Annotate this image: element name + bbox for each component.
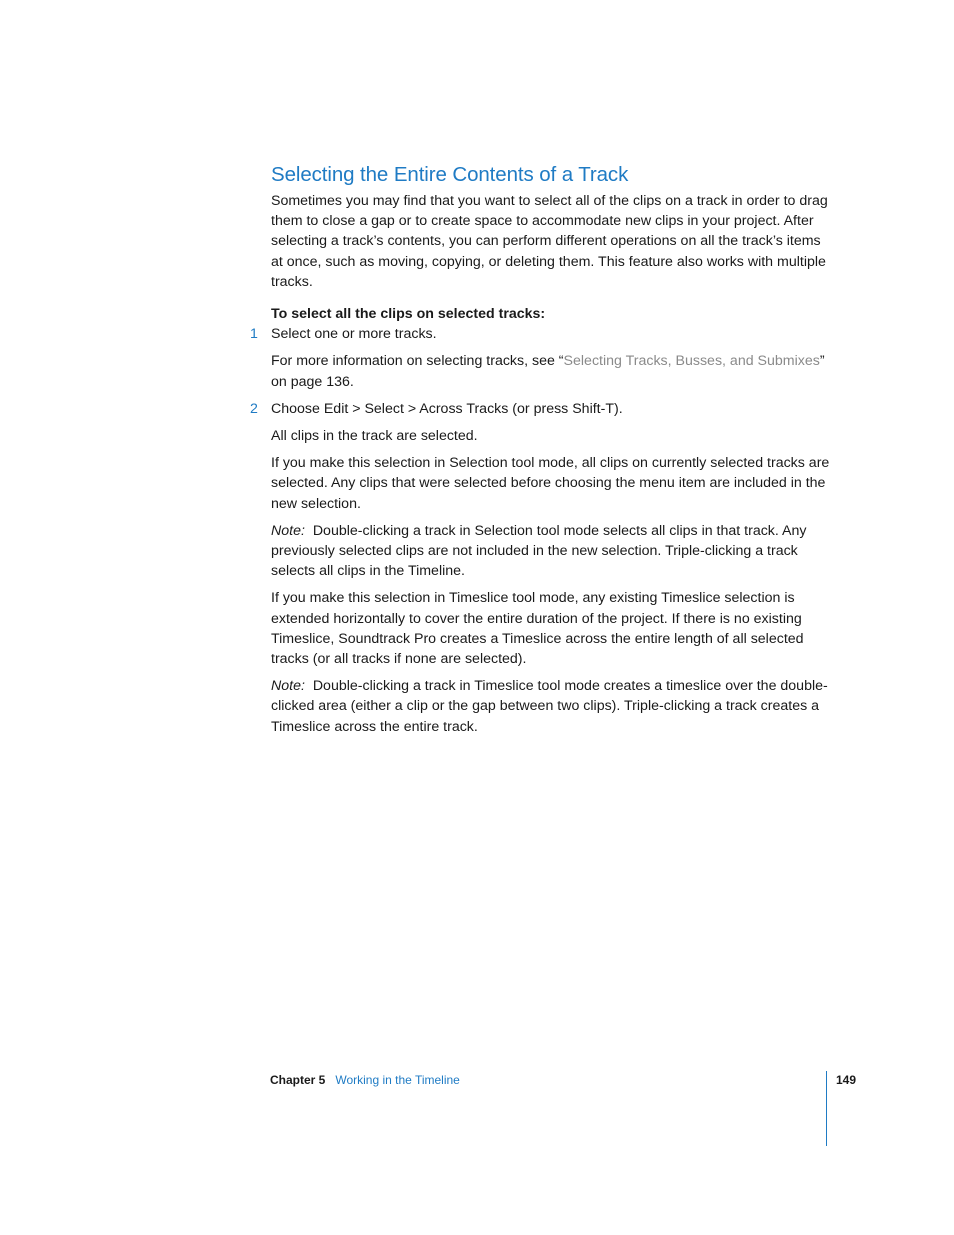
timeslice-mode-paragraph: If you make this selection in Timeslice tool mode, any existing Timeslice selection is extended horizontally to cover the entire duration of the project. If there is no existing Timeslice, Soundtrack Pro creates a Timeslice across the entire length of all selected tracks (or all tracks if none are selected). <box>271 590 804 668</box>
note-text: Double-clicking a track in Selection tool mode selects all clips in that track. Any previously selected clips are not included in the new selection. Triple-clicking a track selects all clips in the Timeline. <box>271 522 807 580</box>
step-text: Select one or more tracks. <box>271 326 437 343</box>
intro-paragraph: Sometimes you may find that you want to select all of the clips on a track in order to drag them to close a gap or to create space to accommodate new clips in your project. After selecting a track’s contents, you can perform different operations on all the track’s items at once, such as moving, copying, or deleting them. This feature also works with multiple tracks. <box>271 193 828 290</box>
cross-reference-link[interactable]: Selecting Tracks, Busses, and Submixes <box>563 353 820 370</box>
more-info-paragraph <box>271 351 831 391</box>
more-info-prefix: For more information on selecting tracks, see “ <box>271 353 564 370</box>
footer-divider <box>826 1071 827 1146</box>
page-footer <box>270 1071 460 1089</box>
main-content <box>250 160 831 737</box>
step-2 <box>250 399 831 419</box>
task-heading: To select all the clips on selected tracks: <box>271 306 546 323</box>
note-label: Note: <box>271 522 305 539</box>
page-number: 149 <box>836 1073 857 1087</box>
chapter-label: Chapter 5 <box>270 1073 326 1087</box>
step-text: Choose Edit > Select > Across Tracks (or press Shift-T). <box>271 400 623 417</box>
note-paragraph <box>271 676 831 737</box>
note-label: Note: <box>271 678 305 695</box>
note-text: Double-clicking a track in Timeslice tool mode creates a timeslice over the double-clicked area (either a clip or the gap between two clips). Triple-clicking a track creates a Timeslice across the entire track. <box>271 678 828 735</box>
step-number: 2 <box>250 400 258 417</box>
result-paragraph: All clips in the track are selected. <box>271 428 478 445</box>
section-title: Selecting the Entire Contents of a Track <box>271 163 629 186</box>
chapter-title: Working in the Timeline <box>335 1073 460 1087</box>
step-1 <box>250 324 831 344</box>
note-paragraph <box>271 521 831 582</box>
more-info-suffix: ” on page 136. <box>271 353 825 390</box>
selection-mode-paragraph: If you make this selection in Selection tool mode, all clips on currently selected tracks are selected. Any clips that were selected before choosing the menu item are included in the new selection. <box>271 455 830 512</box>
step-number: 1 <box>250 326 258 343</box>
